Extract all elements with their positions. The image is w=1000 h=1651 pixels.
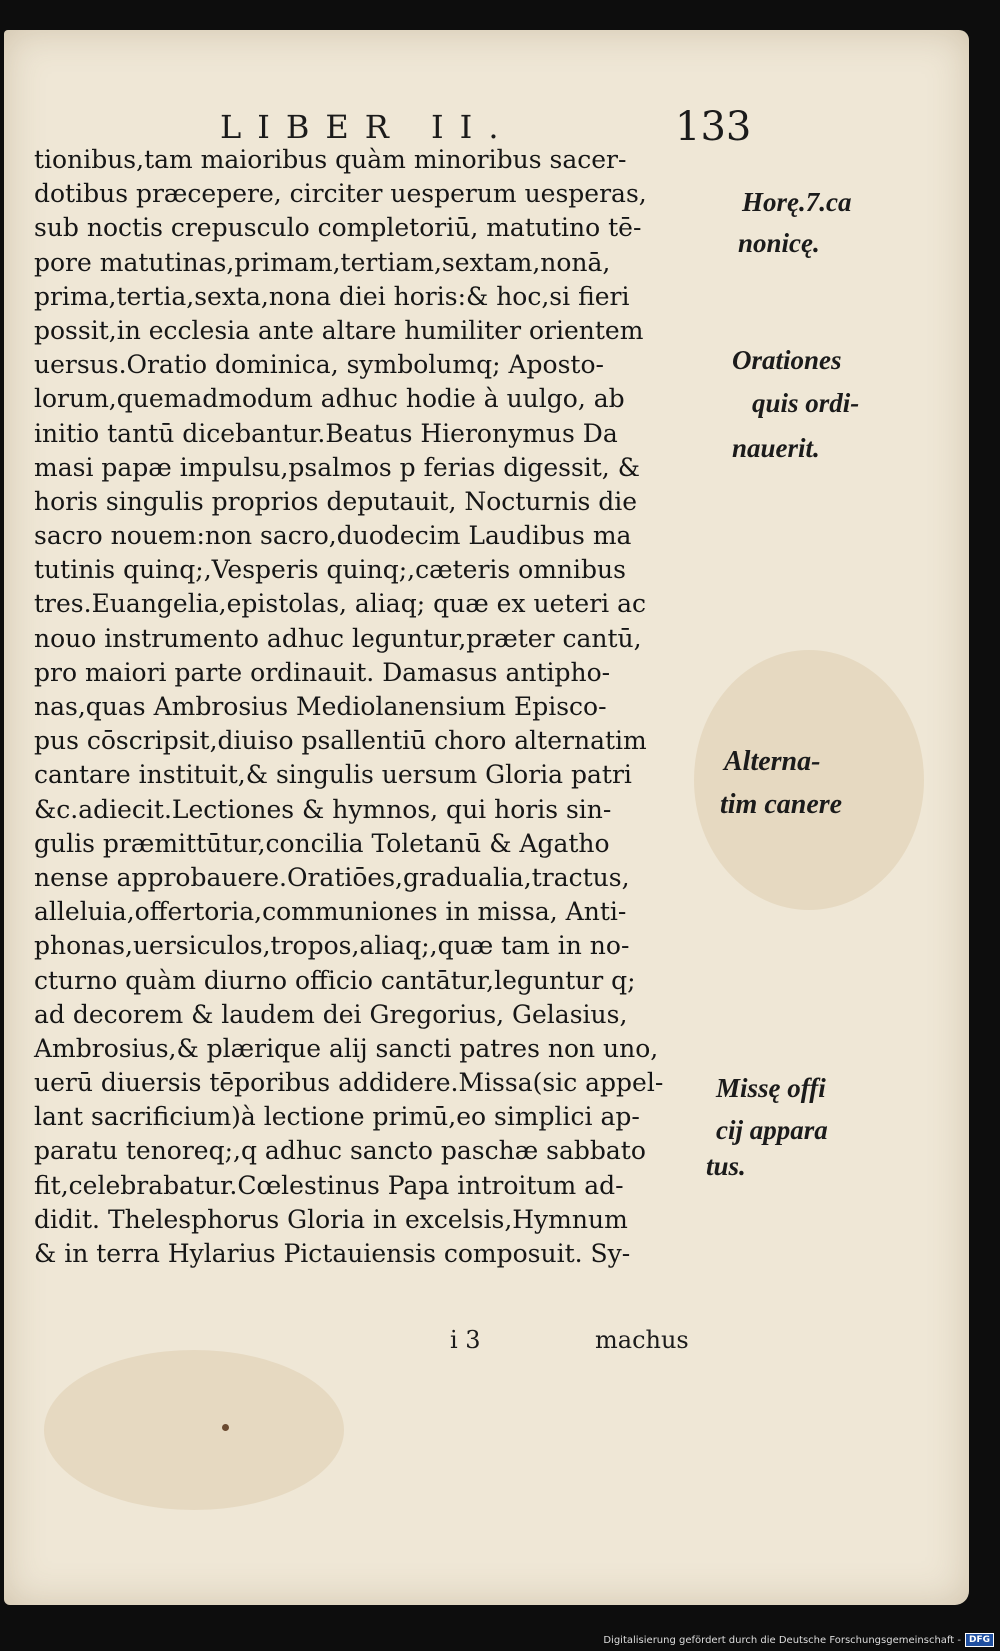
marginal-missae-1: Missę offi	[716, 1073, 826, 1103]
text-line: cturno quàm diurno officio cantātur,leguntur q;	[34, 965, 636, 995]
text-line: tutinis quinq;,Vesperis quinq;,cæteris omnibus	[34, 555, 626, 585]
marginal-missae-2: cij appara	[716, 1115, 828, 1145]
text-line: lorum,quemadmodum adhuc hodie à uulgo, ab	[34, 384, 625, 414]
text-line: nense approbauere.Oratiōes,gradualia,tractus,	[34, 862, 630, 892]
digitization-credit	[603, 1632, 994, 1648]
text-line: nas,quas Ambrosius Mediolanensium Episco-	[34, 692, 607, 721]
marginal-orationes-3: nauerit.	[732, 433, 820, 463]
text-line: cantare instituit,& singulis uersum Gloria patri	[34, 760, 632, 790]
running-header: LIBER II.	[220, 108, 515, 146]
text-line: prima,tertia,sexta,nona diei horis:& hoc,si fieri	[34, 281, 630, 311]
text-line: tionibus,tam maioribus quàm minoribus sacer-	[34, 145, 627, 174]
text-line: horis singulis proprios deputauit, Nocturnis die	[34, 486, 638, 516]
main-text-block	[34, 143, 734, 1271]
text-line: lant sacrificium)à lectione primū,eo simplici ap-	[34, 1102, 640, 1132]
text-line: pore matutinas,primam,tertiam,sextam,nonā,	[34, 247, 611, 277]
dfg-logo: DFG	[965, 1633, 994, 1647]
text-line: didit. Thelesphorus Gloria in excelsis,Hymnum	[34, 1204, 628, 1234]
marginal-orationes-1: Orationes	[732, 345, 842, 375]
ink-spot	[222, 1424, 229, 1431]
text-line: alleluia,offertoria,communiones in missa, Anti-	[34, 897, 627, 927]
text-line: possit,in ecclesia ante altare humiliter orientem	[34, 315, 644, 345]
text-line: uersus.Oratio dominica, symbolumq; Aposto-	[34, 350, 604, 380]
text-line: &c.adiecit.Lectiones & hymnos, qui horis sin-	[34, 794, 612, 824]
catchword: machus	[595, 1326, 689, 1354]
text-line: gulis præmittūtur,concilia Toletanū & Agatho	[34, 828, 610, 858]
text-line: pro maiori parte ordinauit. Damasus antipho-	[34, 657, 611, 687]
signature-mark: i 3	[450, 1326, 481, 1354]
text-line: & in terra Hylarius Pictauiensis composuit. Sy-	[34, 1239, 631, 1268]
credit-text: Digitalisierung gefördert durch die Deutsche Forschungsgemeinschaft -	[603, 1634, 961, 1646]
text-line: sub noctis crepusculo completoriū, matutino tē-	[34, 213, 642, 243]
text-line: tres.Euangelia,epistolas, aliaq; quæ ex ueteri ac	[34, 589, 647, 619]
text-line: paratu tenoreq;,q adhuc sancto paschæ sabbato	[34, 1136, 646, 1166]
text-line: nouo instrumento adhuc leguntur,præter cantū,	[34, 623, 642, 653]
text-line: uerū diuersis tēporibus addidere.Missa(sic appel-	[34, 1068, 664, 1098]
text-line: Ambrosius,& plærique alij sancti patres non uno,	[34, 1033, 659, 1063]
text-line: masi papæ impulsu,psalmos p ferias digessit, &	[34, 452, 640, 482]
text-line: initio tantū dicebantur.Beatus Hieronymus Da	[34, 418, 618, 448]
folio-number: 133	[675, 104, 752, 150]
text-line: dotibus præcepere, circiter uesperum uesperas,	[34, 179, 647, 209]
text-line: phonas,uersiculos,tropos,aliaq;,quæ tam in no-	[34, 931, 630, 961]
paper-stain	[44, 1350, 344, 1510]
marginal-horae-1: Horę.7.ca	[742, 187, 852, 217]
marginal-alternatim-1: Alterna-	[724, 746, 821, 777]
marginal-orationes-2: quis ordi-	[752, 388, 860, 418]
text-line: sacro nouem:non sacro,duodecim Laudibus ma	[34, 521, 632, 551]
marginal-horae-2: nonicę.	[738, 228, 820, 258]
text-line: ad decorem & laudem dei Gregorius, Gelasius,	[34, 999, 628, 1029]
text-line: pus cōscripsit,diuiso psallentiū choro alternatim	[34, 726, 647, 756]
text-line: fit,celebrabatur.Cœlestinus Papa introitum ad-	[34, 1170, 624, 1200]
marginal-missae-3: tus.	[706, 1151, 746, 1181]
marginal-alternatim-2: tim canere	[720, 789, 843, 820]
